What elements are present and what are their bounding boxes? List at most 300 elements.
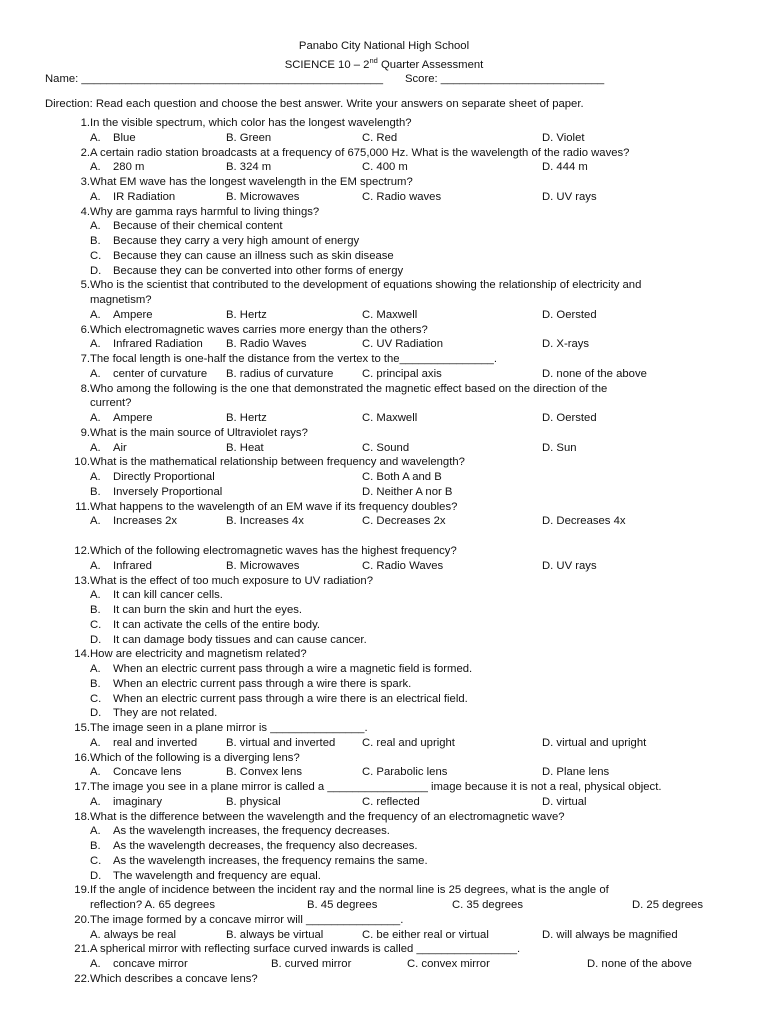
question-number-text: 15.: [74, 722, 90, 734]
question-line: [45, 721, 723, 736]
question-number: [45, 205, 90, 220]
question-number: [45, 544, 90, 559]
choice-text: B. Microwaves: [226, 190, 300, 203]
question-text: Which of the following is a diverging lens?: [90, 751, 300, 764]
question-list: [45, 116, 723, 987]
question-number-text: 13.: [74, 574, 90, 587]
question-number-spacer: [45, 293, 90, 308]
question-number-text: 20.: [74, 913, 90, 926]
choice-letter: A.: [90, 958, 101, 970]
question-text: How are electricity and magnetism related?: [90, 648, 307, 661]
choice-option: [362, 795, 420, 810]
question-line-2: [45, 396, 723, 411]
question-line: [45, 883, 723, 898]
choice-option: [90, 957, 188, 972]
question-item: [45, 647, 723, 721]
question-number-text: 5.: [80, 279, 90, 292]
choice-option: [226, 795, 281, 810]
question-number: [45, 883, 90, 898]
question-number: [45, 810, 90, 825]
choice-text: C. UV Radiation: [362, 338, 443, 351]
choice-letter: A.: [90, 190, 101, 203]
choice-text: B. radius of curvature: [226, 367, 334, 380]
question-item: [45, 278, 723, 322]
choice-option: [90, 736, 197, 751]
choice-text: 280 m: [113, 161, 145, 174]
choice-option: [90, 470, 215, 485]
choice-text: Increases 2x: [113, 515, 178, 528]
choice-text: C. Decreases 2x: [362, 515, 446, 528]
choice-letter: A.: [90, 367, 101, 380]
choice-letter: B.: [90, 840, 101, 852]
question-line: [45, 810, 723, 825]
choice-row: [90, 337, 723, 352]
choice-letter: C.: [90, 692, 102, 705]
choice-option: [90, 839, 723, 854]
question-line: [45, 574, 723, 589]
question-item: [45, 323, 723, 353]
question-line: [45, 205, 723, 220]
choice-option: [542, 337, 589, 352]
choice-option: [226, 308, 267, 323]
choice-row: [90, 190, 723, 205]
choice-option: [542, 367, 647, 382]
question-line: [45, 116, 723, 131]
choice-option: [542, 736, 646, 751]
question-number-text: 11.: [75, 500, 90, 513]
choice-text: When an electric current pass through a wire there is an electrical field.: [113, 692, 468, 705]
question-item: [45, 500, 723, 530]
question-number: [45, 116, 90, 131]
question-text: The focal length is one-half the distance from the vertex to the_______________.: [90, 353, 497, 365]
choice-row: [90, 514, 723, 529]
choice-option: [226, 190, 299, 205]
choice-option: [90, 588, 723, 603]
choice-text: As the wavelength increases, the frequency remains the same.: [113, 854, 428, 867]
question-text: In the visible spectrum, which color has the longest wavelength?: [90, 117, 412, 129]
choice-list: [45, 588, 723, 647]
question-item: [45, 426, 723, 456]
choice-letter: B.: [90, 235, 101, 247]
choice-text: B. Hertz: [226, 412, 267, 424]
question-line: [45, 751, 723, 766]
choice-option: C. Both A and B: [362, 471, 442, 483]
choice-option: [226, 736, 335, 751]
choice-row: [90, 765, 723, 780]
choice-text: B. curved mirror: [271, 958, 352, 970]
question-line: [45, 278, 723, 293]
choice-text: B. physical: [226, 795, 281, 808]
question-line: [45, 426, 723, 441]
choice-text: Infrared Radiation: [113, 338, 203, 351]
question-item: [45, 175, 723, 205]
choice-option: [542, 514, 626, 529]
name-score-line: [0, 72, 768, 87]
choice-text: Because they can be converted into other forms of energy: [113, 264, 404, 277]
choice-option: [362, 190, 441, 205]
choice-letter: C.: [90, 854, 102, 867]
question-text: What is the mathematical relationship between frequency and wavelength?: [90, 456, 465, 469]
question-line: [45, 780, 723, 795]
question-line: [45, 544, 723, 559]
question-number: [45, 500, 90, 515]
question-text: Which describes a concave lens?: [90, 972, 258, 985]
choice-letter: A.: [90, 308, 101, 321]
choice-text: C. reflected: [362, 795, 420, 808]
choice-text: real and inverted: [113, 736, 198, 749]
choice-text: C. 400 m: [362, 161, 408, 174]
choice-text: C. Sound: [362, 441, 410, 454]
choice-option: [542, 308, 597, 323]
choice-text: concave mirror: [113, 958, 188, 970]
choice-text: B. Heat: [226, 441, 264, 454]
choice-option: [362, 514, 446, 529]
choice-option: [90, 234, 723, 249]
choice-option: [542, 190, 597, 205]
question-number-text: 10.: [74, 456, 90, 469]
question-number-text: 16.: [74, 751, 90, 764]
choice-option: [90, 219, 723, 234]
choice-row: [90, 736, 723, 751]
choice-option: [90, 559, 152, 574]
question-line: [45, 942, 723, 957]
choice-option: [362, 736, 455, 751]
question-number: [45, 278, 90, 293]
question-line: [45, 175, 723, 190]
choice-letter: A.: [90, 412, 101, 424]
choice-letter: A.: [90, 795, 101, 808]
choice-row: [90, 367, 723, 382]
question-line: [45, 352, 723, 367]
choice-option: [226, 131, 271, 146]
choice-option: [90, 662, 723, 677]
question-number-text: 21.: [74, 943, 90, 956]
choice-text: D. Oersted: [542, 308, 597, 321]
choice-text: Because of their chemical content: [113, 220, 283, 233]
score-field: Score: __________________________: [405, 73, 605, 86]
choice-row: [90, 470, 723, 485]
choice-letter: A.: [90, 825, 101, 838]
question-number: [45, 972, 90, 987]
choice-option: [362, 367, 442, 382]
choice-option: D. Neither A nor B: [362, 485, 453, 498]
choice-list: [45, 824, 723, 883]
choice-text: C. Maxwell: [362, 412, 418, 424]
question-text: A certain radio station broadcasts at a frequency of 675,000 Hz. What is the wavelength of the radio waves?: [90, 146, 630, 159]
choice-option: [362, 160, 408, 175]
choice-option: [90, 618, 723, 633]
choice-option: [542, 765, 609, 780]
choice-text: C. real and upright: [362, 736, 455, 749]
choice-option: C. be either real or virtual: [362, 928, 489, 941]
choice-text: B. virtual and inverted: [226, 736, 336, 749]
choice-option: [90, 869, 723, 884]
question-item: [45, 810, 723, 884]
choice-option: [90, 603, 723, 618]
choice-option: [90, 795, 162, 810]
question-text: What EM wave has the longest wavelength in the EM spectrum?: [90, 176, 413, 188]
question-item: [45, 352, 723, 382]
choice-text: D. Oersted: [542, 412, 597, 424]
question-line: [45, 455, 723, 470]
choice-text: Infrared: [113, 559, 152, 572]
choice-option: [90, 824, 723, 839]
question-text-continued: current?: [90, 397, 132, 410]
choice-option: reflection? A. 65 degrees: [90, 899, 215, 911]
question-item: [45, 942, 723, 972]
choice-option: [90, 677, 723, 692]
choice-option: [90, 706, 723, 721]
choice-row: [90, 559, 723, 574]
question-line: [45, 500, 723, 515]
choice-text: Concave lens: [113, 766, 182, 779]
question-number: [45, 175, 90, 190]
choice-text: The wavelength and frequency are equal.: [113, 869, 321, 882]
choice-option: [226, 765, 302, 780]
choice-row: [90, 485, 723, 500]
question-number: [45, 146, 90, 161]
choice-text: C. Parabolic lens: [362, 766, 448, 779]
question-text-continued: magnetism?: [90, 294, 152, 306]
choice-text: B. Convex lens: [226, 766, 302, 779]
choice-text: D. virtual: [542, 795, 587, 808]
choice-row: [90, 898, 723, 913]
question-text: If the angle of incidence between the incident ray and the normal line is 25 degrees, what is the angle of: [90, 884, 609, 897]
question-line: [45, 913, 723, 928]
choice-option: [226, 367, 333, 382]
question-line: [45, 647, 723, 662]
choice-text: D. none of the above: [587, 958, 692, 970]
choice-option: [542, 411, 597, 426]
choice-option: [90, 411, 153, 426]
choice-letter: A.: [90, 161, 101, 174]
choice-text: Because they can cause an illness such as skin disease: [113, 249, 394, 262]
choice-option: [90, 441, 127, 456]
question-number: [45, 352, 90, 367]
choice-option: D. will always be magnified: [542, 928, 678, 941]
choice-text: They are not related.: [113, 707, 218, 720]
choice-letter: C.: [90, 618, 102, 631]
choice-text: It can activate the cells of the entire body.: [113, 618, 321, 631]
question-number-spacer: [45, 396, 90, 411]
choice-row: [90, 928, 723, 943]
choice-letter: B.: [90, 604, 101, 616]
choice-option: [90, 249, 723, 264]
question-text: Why are gamma rays harmful to living things?: [90, 205, 320, 218]
choice-option: [271, 957, 351, 972]
choice-option: D. 25 degrees: [632, 899, 703, 911]
question-number-text: 3.: [80, 176, 90, 188]
choice-row: [90, 411, 723, 426]
choice-option: [226, 559, 299, 574]
choice-option: C. 35 degrees: [452, 899, 523, 911]
choice-option: [90, 633, 723, 648]
choice-option: [407, 957, 490, 972]
choice-text: D. Decreases 4x: [542, 515, 626, 528]
choice-row: [90, 795, 723, 810]
question-number-text: 9.: [80, 426, 90, 439]
choice-text: Ampere: [113, 308, 153, 321]
choice-text: B. Hertz: [226, 308, 267, 321]
question-number-text: 7.: [80, 353, 90, 365]
question-line: [45, 972, 723, 987]
choice-option: [90, 337, 203, 352]
question-number-text: 17.: [74, 781, 90, 793]
question-number-text: 1.: [80, 117, 90, 129]
question-item: [45, 574, 723, 648]
choice-text: Ampere: [113, 412, 153, 424]
choice-text: D. Plane lens: [542, 766, 610, 779]
question-number: [45, 426, 90, 441]
choice-letter: D.: [90, 869, 102, 882]
choice-letter: A.: [90, 471, 101, 483]
choice-letter: A.: [90, 131, 101, 144]
direction-text: Direction: Read each question and choose the best answer. Write your answers on separate sheet of paper.: [45, 98, 584, 110]
choice-text: D. UV rays: [542, 559, 597, 572]
choice-letter: A.: [90, 589, 101, 602]
choice-option: [90, 131, 136, 146]
question-number-text: 8.: [80, 382, 90, 395]
choice-option: [90, 765, 181, 780]
choice-option: [226, 441, 264, 456]
choice-option: A. always be real: [90, 928, 177, 941]
choice-text: D. 444 m: [542, 161, 588, 174]
question-line: [45, 323, 723, 338]
choice-option: [226, 411, 267, 426]
choice-row: [90, 957, 723, 972]
question-text: The image formed by a concave mirror will _______________.: [90, 913, 404, 926]
question-item: [45, 913, 723, 943]
choice-text: B. Green: [226, 131, 272, 144]
question-text: Which electromagnetic waves carries more energy than the others?: [90, 323, 428, 336]
question-text: Who is the scientist that contributed to the development of equations showing the relationship of electricity and: [90, 279, 642, 292]
question-number: [45, 455, 90, 470]
question-text: What is the effect of too much exposure to UV radiation?: [90, 574, 373, 587]
school-name: Panabo City National High School: [298, 40, 470, 52]
choice-letter: A.: [90, 736, 101, 749]
choice-option: [90, 264, 723, 279]
choice-option: [542, 795, 587, 810]
choice-option: B. 45 degrees: [307, 899, 378, 911]
question-number: [45, 780, 90, 795]
name-field: Name: ________________________________________________: [45, 73, 383, 86]
choice-list: [45, 219, 723, 278]
choice-option: [226, 337, 307, 352]
choice-text: C. Radio Waves: [362, 559, 444, 572]
choice-text: As the wavelength decreases, the frequency also decreases.: [113, 840, 418, 852]
choice-text: D. none of the above: [542, 367, 647, 380]
choice-text: It can burn the skin and hurt the eyes.: [113, 604, 303, 616]
question-number-text: 6.: [80, 323, 90, 336]
choice-letter: C.: [90, 249, 102, 262]
question-number: [45, 913, 90, 928]
question-text: What is the main source of Ultraviolet rays?: [90, 426, 308, 439]
choice-text: D. Sun: [542, 441, 577, 454]
choice-option: [362, 131, 397, 146]
question-number-text: 22.: [74, 972, 90, 985]
choice-row: [90, 131, 723, 146]
question-text: The image seen in a plane mirror is _______________.: [90, 722, 368, 734]
choice-text: Blue: [113, 131, 136, 144]
choice-text: Air: [113, 441, 127, 454]
choice-text: D. virtual and upright: [542, 736, 647, 749]
choice-text: B. Microwaves: [226, 559, 300, 572]
question-item: [45, 205, 723, 279]
question-number-text: 14.: [74, 648, 90, 661]
question-line: [45, 382, 723, 397]
choice-text: IR Radiation: [113, 190, 176, 203]
question-text: What happens to the wavelength of an EM wave if its frequency doubles?: [90, 500, 458, 513]
choice-option: [362, 337, 443, 352]
choice-option: [587, 957, 692, 972]
choice-list: [45, 662, 723, 721]
choice-option: [362, 441, 409, 456]
choice-letter: D.: [90, 633, 102, 646]
choice-text: D. Violet: [542, 131, 585, 144]
choice-option: [90, 308, 153, 323]
question-item: [45, 721, 723, 751]
choice-option: [90, 692, 723, 707]
question-item: [45, 544, 723, 574]
choice-text: Directly Proportional: [113, 471, 215, 483]
question-item: [45, 146, 723, 176]
question-line: [45, 146, 723, 161]
question-number: [45, 574, 90, 589]
choice-text: Because they carry a very high amount of energy: [113, 235, 360, 247]
choice-row: [90, 441, 723, 456]
choice-text: C. convex mirror: [407, 958, 490, 970]
question-number-text: 4.: [80, 205, 90, 218]
question-item: [45, 116, 723, 146]
choice-text: D. UV rays: [542, 190, 597, 203]
choice-row: [90, 160, 723, 175]
choice-text: B. 324 m: [226, 161, 272, 174]
choice-letter: A.: [90, 515, 101, 528]
choice-option: [90, 160, 144, 175]
choice-text: Inversely Proportional: [113, 485, 223, 498]
question-item: [45, 972, 723, 987]
choice-option: [542, 559, 597, 574]
choice-text: It can damage body tissues and can cause cancer.: [113, 633, 367, 646]
choice-option: [226, 514, 304, 529]
choice-option: [90, 514, 177, 529]
question-line-2: [45, 293, 723, 308]
choice-option: [542, 160, 588, 175]
choice-option: [226, 160, 271, 175]
choice-text: As the wavelength increases, the frequency decreases.: [113, 825, 390, 838]
choice-text: center of curvature: [113, 367, 208, 380]
choice-option: [542, 131, 585, 146]
question-text: What is the difference between the wavelength and the frequency of an electromagnetic wave?: [90, 810, 565, 823]
choice-option: [90, 854, 723, 869]
choice-letter: A.: [90, 220, 101, 233]
choice-text: B. Radio Waves: [226, 338, 307, 351]
choice-text: C. Radio waves: [362, 190, 442, 203]
question-item: [45, 455, 723, 499]
choice-option: [362, 765, 447, 780]
choice-letter: D.: [90, 707, 102, 720]
choice-letter: A.: [90, 338, 101, 351]
question-item: [45, 780, 723, 810]
question-number-text: 19.: [74, 884, 90, 897]
choice-option: [90, 367, 207, 382]
question-number: [45, 751, 90, 766]
choice-letter: A.: [90, 559, 101, 572]
question-number: [45, 942, 90, 957]
choice-text: When an electric current pass through a wire a magnetic field is formed.: [113, 663, 473, 675]
document-header: [0, 0, 768, 87]
question-item: [45, 751, 723, 781]
